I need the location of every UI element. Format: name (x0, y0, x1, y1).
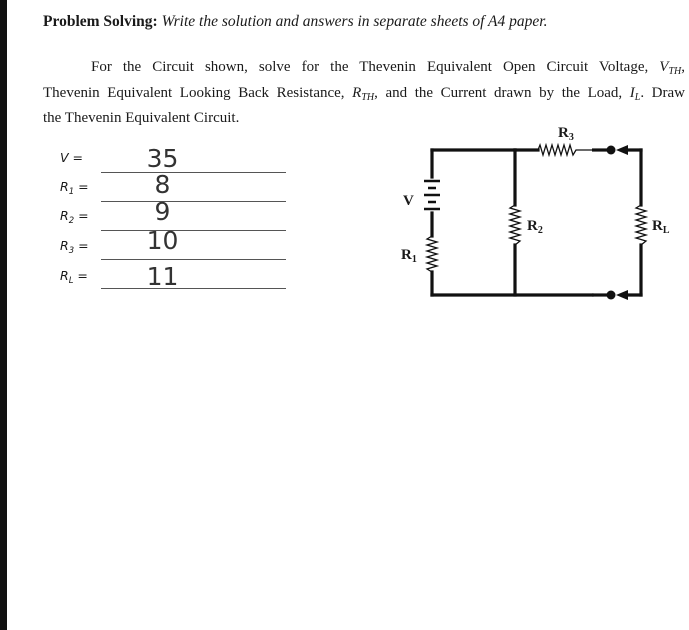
r1-label: $R_1$ (401, 247, 417, 265)
given-value-r1: 8 (154, 170, 171, 199)
problem-line-3: the Thevenin Equivalent Circuit. (43, 110, 240, 126)
line2-text: Thevenin Equivalent Looking Back Resistance, (43, 84, 353, 101)
given-label-r2: $R_2$ = (60, 208, 89, 226)
given-label-r1: $R_1$ = (60, 179, 89, 197)
vth-symbol: V (659, 59, 669, 75)
load-terminal-top (607, 145, 629, 155)
battery-source (424, 181, 440, 209)
load-terminal-bottom (592, 290, 628, 300)
vth-subscript: TH (668, 66, 682, 77)
r3-resistor (538, 145, 592, 155)
heading-instruction: Write the solution and answers in separate sheets of A4 paper. (161, 13, 548, 30)
given-label-v: V = (60, 150, 84, 165)
heading-label: Problem Solving: (43, 13, 158, 30)
given-value-r3: 10 (146, 226, 179, 255)
rl-label: $R_L$ (652, 218, 670, 236)
given-label-rl: $R_L$ = (60, 268, 88, 286)
given-value-rl: 11 (146, 262, 179, 291)
line1-text: For the Circuit shown, solve for the Thevenin Equivalent Open Circuit Voltage, (91, 59, 660, 75)
source-label: V (403, 193, 414, 209)
rl-resistor (636, 205, 646, 245)
il-symbol: I (629, 84, 635, 101)
il-subscript: L (634, 91, 641, 103)
rth-subscript: TH (361, 91, 375, 103)
line2-end-text: . Draw (640, 84, 686, 101)
given-label-r3: $R_3$ = (60, 238, 89, 256)
r1-resistor (427, 236, 437, 272)
rth-symbol: R (352, 84, 362, 101)
given-value-v: 35 (146, 144, 179, 173)
given-value-r2: 9 (154, 197, 171, 226)
r2-label: $R_2$ (527, 218, 543, 236)
r3-label: $R_3$ (558, 125, 574, 143)
r2-resistor (510, 205, 520, 245)
line2-mid-text: , and the Current drawn by the Load, (374, 84, 630, 101)
problem-line-1: For the Circuit shown, solve for the Thevenin Equivalent Open Circuit Voltage, $V_{TH}$, (91, 59, 685, 77)
